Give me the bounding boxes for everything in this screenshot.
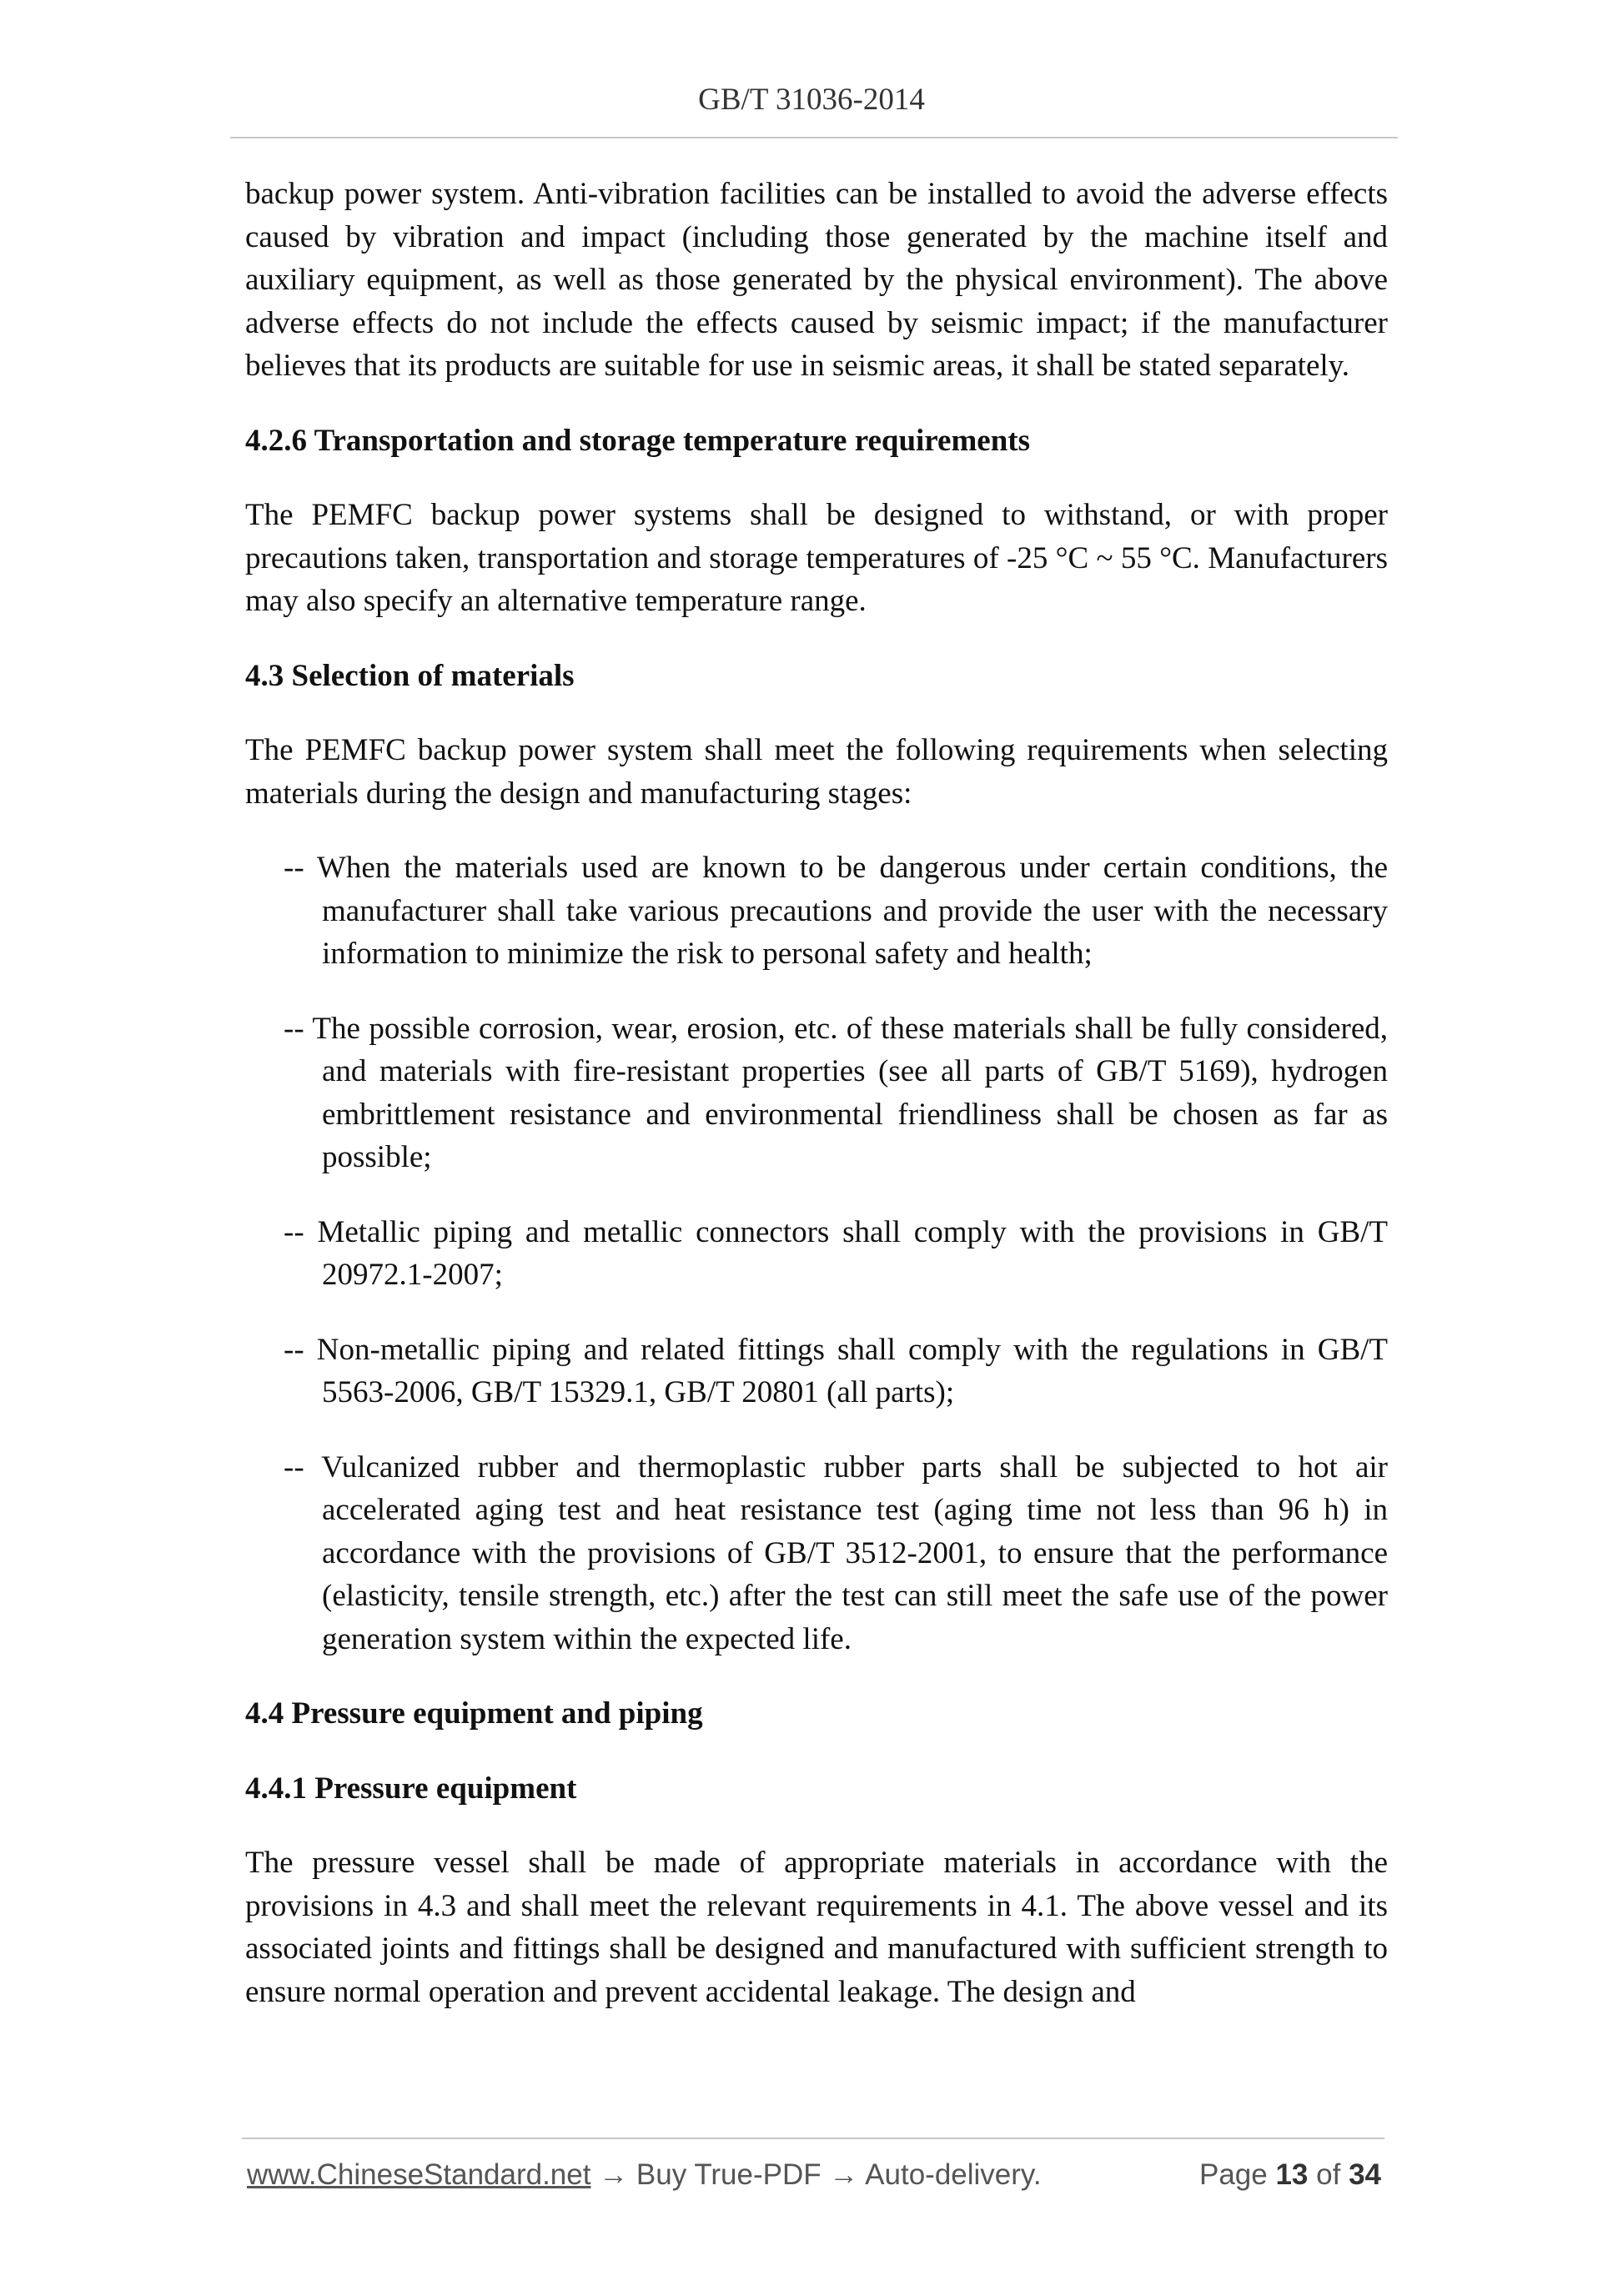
current-page-number: 13	[1275, 2158, 1309, 2191]
list-item-text: The possible corrosion, wear, erosion, etc. of these materials shall be fully considered, and materials with fire-resistant properties (see all parts of GB/T 5169), hydrogen embrittlement resistance and environmental friendliness shall be chosen as far as possible;	[312, 1011, 1388, 1174]
heading-4-4-1: 4.4.1 Pressure equipment	[245, 1771, 577, 1806]
website-link[interactable]: www.ChineseStandard.net	[247, 2158, 591, 2191]
footer-tagline: → Buy True-PDF → Auto-delivery.	[590, 2158, 1042, 2191]
heading-4-3: 4.3 Selection of materials	[245, 658, 575, 693]
list-item	[245, 1446, 1388, 1661]
footer-divider	[242, 2138, 1384, 2139]
document-header-title: GB/T 31036-2014	[698, 83, 925, 117]
paragraph-pressure-vessel: The pressure vessel shall be made of appropriate materials in accordance with the provisions in 4.3 and shall meet the relevant requirements in 4.1. The above vessel and its associated joints and fittings shall be designed and manufactured with sufficient strength to ensure normal operation and prevent accidental leakage. The design and	[245, 1846, 1388, 2009]
list-dash: --	[284, 1214, 304, 1249]
page-number	[1199, 2158, 1381, 2192]
list-item-text: Vulcanized rubber and thermoplastic rubber parts shall be subjected to hot air accelerated aging test and heat resistance test (aging time not less than 96 h) in accordance with the provisions of GB/T 3512-2001, to ensure that the performance (elasticity, tensile strength, etc.) after the test can still meet the safe use of the power generation system within the expected life.	[321, 1449, 1388, 1656]
paragraph-temperature-requirements: The PEMFC backup power systems shall be designed to withstand, or with proper precautions taken, transportation and storage temperatures of -25 °C ~ 55 °C. Manufacturers may also specify an alternative temperature range.	[245, 498, 1388, 618]
list-item	[245, 847, 1388, 976]
page-label: Page	[1198, 2158, 1268, 2191]
list-dash: --	[284, 1332, 304, 1367]
document-body	[245, 173, 1388, 2045]
of-label: of	[1316, 2158, 1341, 2191]
footer-promo	[247, 2158, 1042, 2192]
list-item	[245, 1211, 1388, 1297]
heading-4-4: 4.4 Pressure equipment and piping	[245, 1696, 703, 1731]
list-dash: --	[284, 1449, 304, 1485]
list-dash: --	[284, 851, 304, 885]
list-dash: --	[284, 1011, 304, 1046]
list-item-text: Non-metallic piping and related fittings shall comply with the regulations in GB/T 5563-2006, GB/T 15329.1, GB/T 20801 (all parts);	[316, 1332, 1388, 1409]
list-item-text: When the materials used are known to be dangerous under certain conditions, the manufacturer shall take various precautions and provide the user with the necessary information to minimize the risk to personal safety and health;	[316, 851, 1388, 971]
total-page-number: 34	[1349, 2158, 1381, 2191]
paragraph-materials-intro: The PEMFC backup power system shall meet the following requirements when selecting materials during the design and manufacturing stages:	[245, 733, 1388, 811]
list-item	[245, 1329, 1388, 1414]
heading-4-2-6: 4.2.6 Transportation and storage temperature requirements	[245, 423, 1031, 458]
paragraph-backup-power-vibration: backup power system. Anti-vibration facilities can be installed to avoid the adverse effects caused by vibration and impact (including those generated by the machine itself and auxiliary equipment, as well as those generated by the physical environment). The above adverse effects do not include the effects caused by seismic impact; if the manufacturer believes that its products are suitable for use in seismic areas, it shall be stated separately.	[245, 177, 1388, 383]
header-divider	[230, 137, 1398, 138]
list-item	[245, 1007, 1388, 1179]
list-item-text: Metallic piping and metallic connectors shall comply with the provisions in GB/T 20972.1-2007;	[317, 1214, 1388, 1292]
page-footer	[247, 2158, 1381, 2205]
